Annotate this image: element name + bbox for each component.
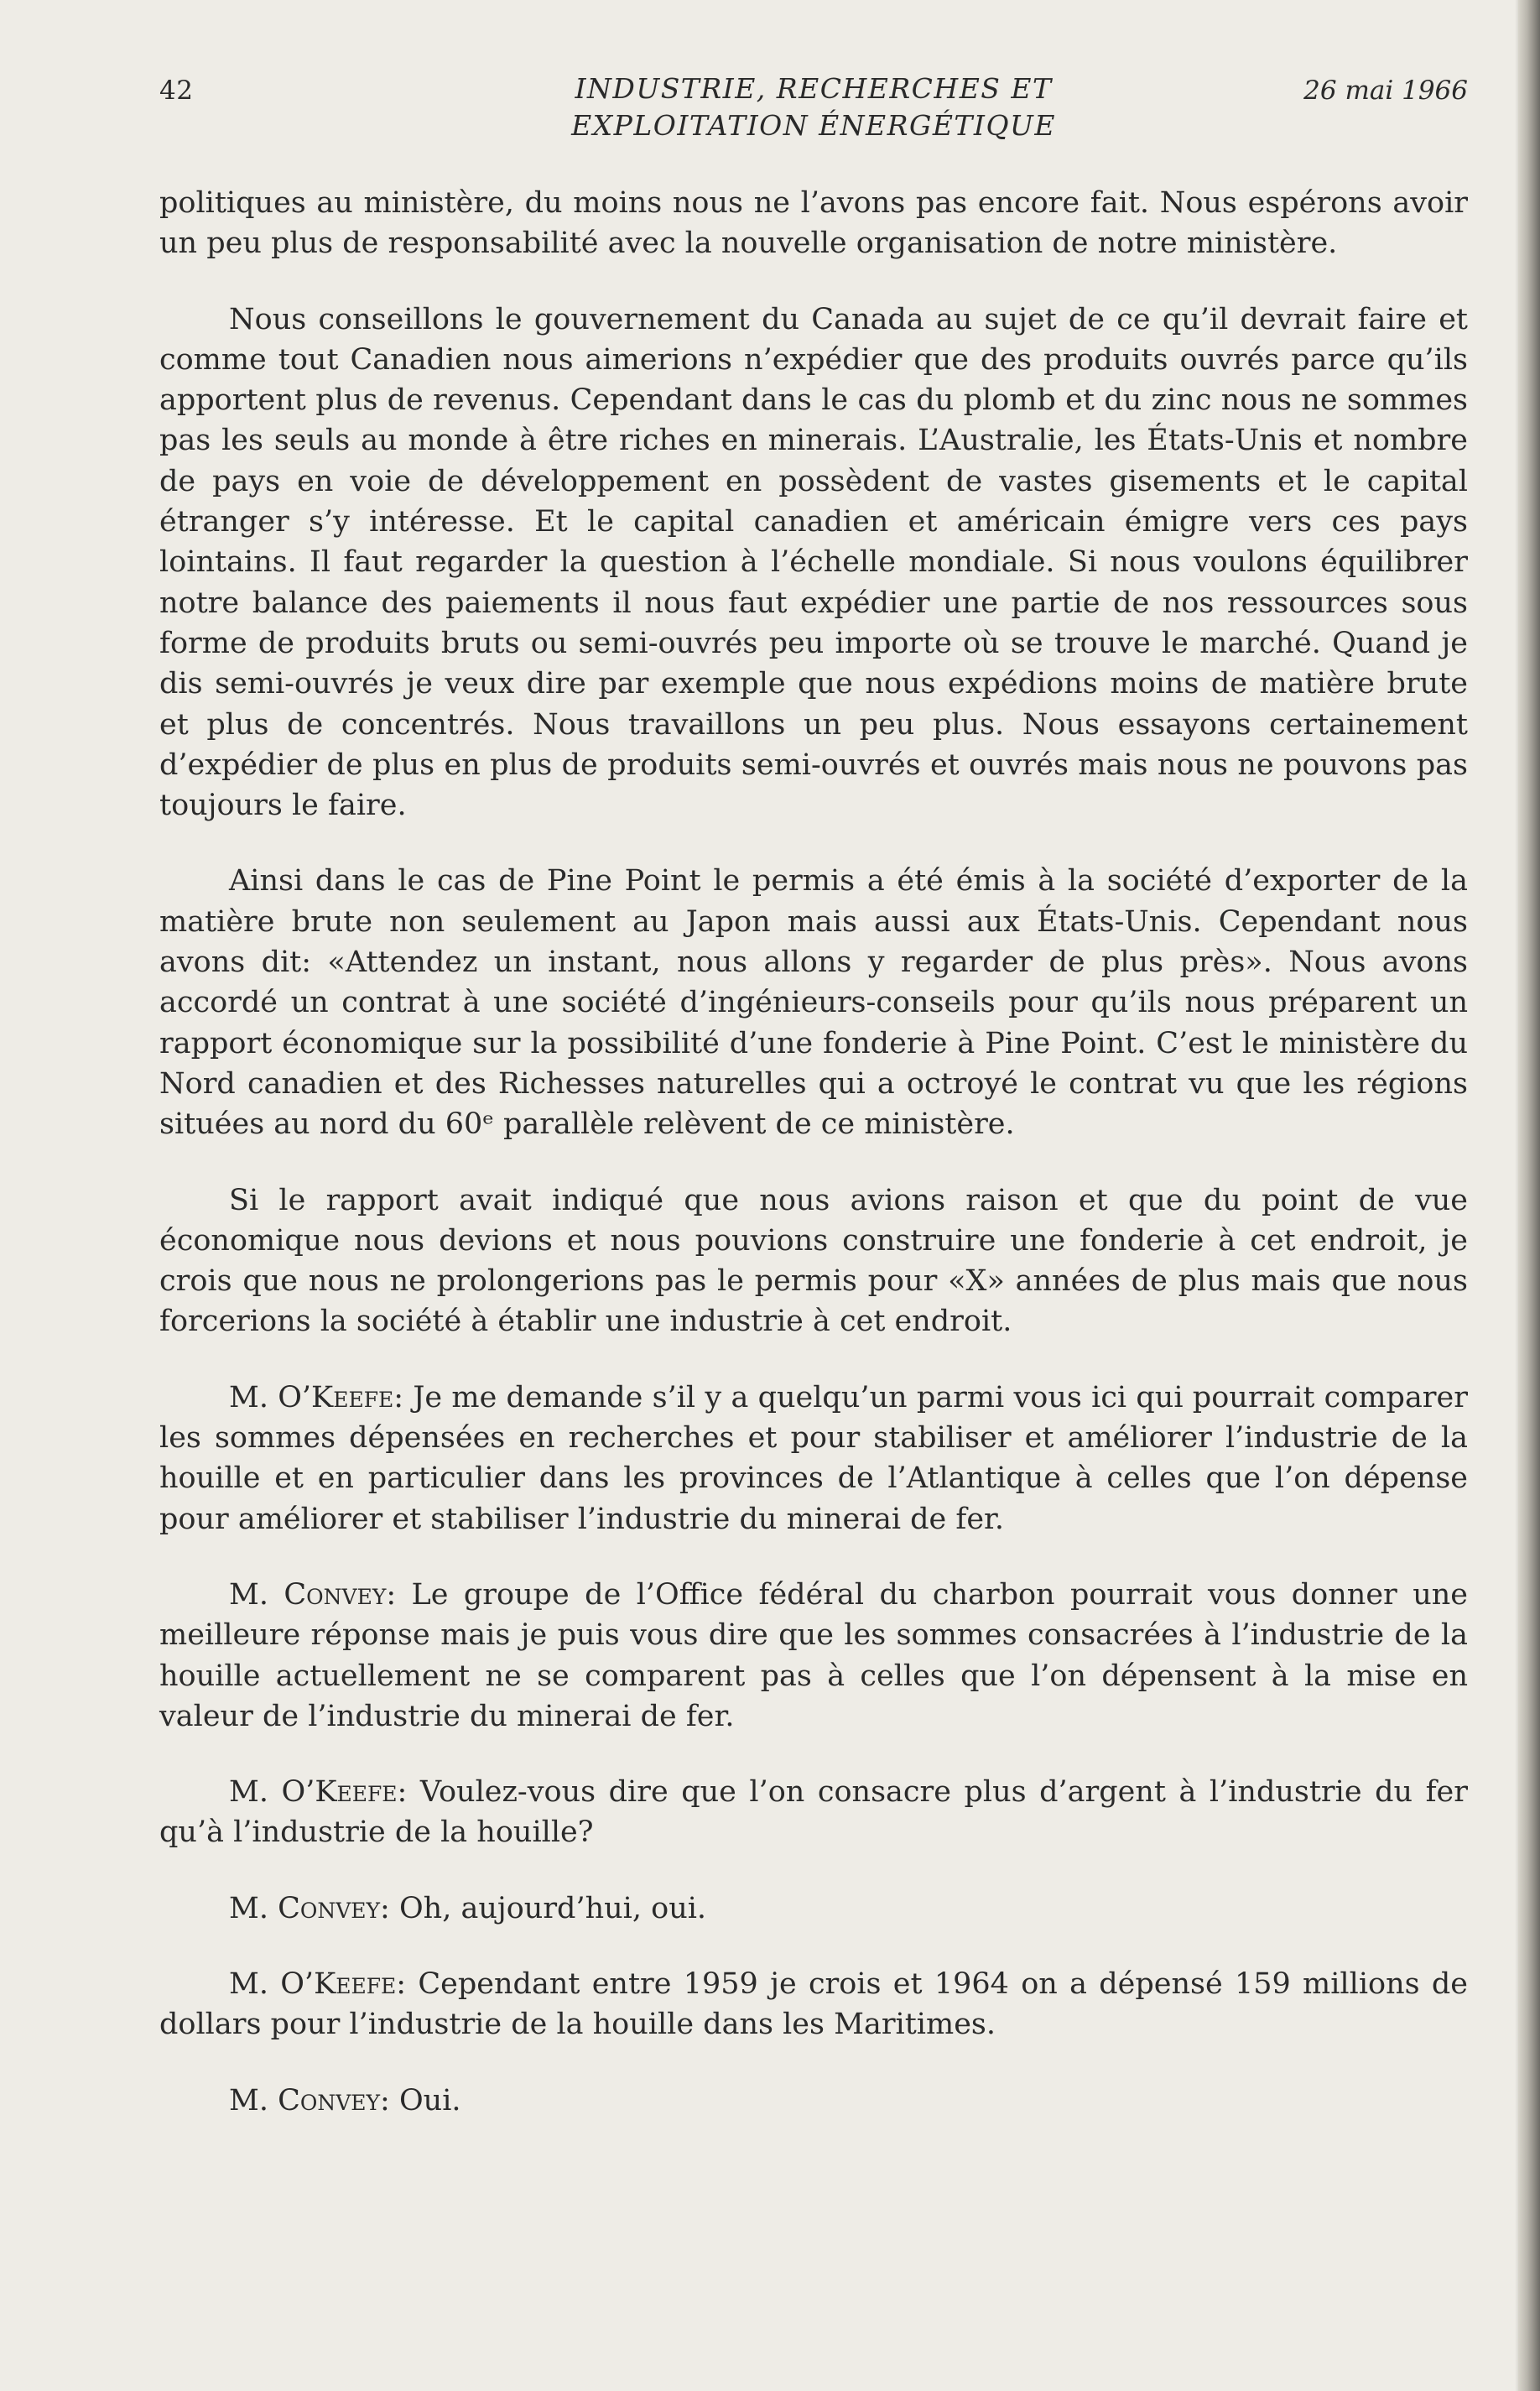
paragraph-text: Cependant entre 1959 je crois et 1964 on a dépensé 159 millions de dollars pour l’industrie de la houille dans les Maritimes. (159, 1966, 1468, 2042)
paragraph-text: Voulez-vous dire que l’on consacre plus d’argent à l’industrie du fer qu’à l’industrie de la houille? (159, 1775, 1468, 1850)
paragraph-text: Ainsi dans le cas de Pine Point le permis a été émis à la société d’exporter de la matière brute non seulement au Japon mais aussi aux États-Unis. Cependant nous avons dit: «Attendez un instant, nous allons y regarder de plus près». Nous avons accordé un contrat à une société d’ingénieurs-conseils pour qu’ils nous préparent un rapport économique sur la possibilité d’une fonderie à Pine Point. C’est le ministère du Nord canadien et des Richesses naturelles qui a octroyé le contrat vu que les régions situées au nord du 60ᵉ parallèle relèvent de ce ministère. (159, 864, 1468, 1142)
dialogue-paragraph (159, 2081, 1468, 2121)
body-text (159, 183, 1468, 2156)
page-date: 26 mai 1966 (1303, 76, 1468, 106)
paragraph-text: politiques au ministère, du moins nous ne l’avons pas encore fait. Nous espérons avoir un peu plus de responsabilité avec la nouvelle organisation de notre ministère. (159, 186, 1468, 261)
speaker-name: M. O’Keefe: (229, 1775, 408, 1810)
page-number: 42 (159, 76, 194, 106)
speaker-name: M. O’Keefe: (229, 1380, 404, 1414)
paragraph-text: Le groupe de l’Office fédéral du charbon pourrait vous donner une meilleure réponse mais je puis vous dire que les sommes consacrées à l’industrie de la houille actuellement ne se comparent pas à celles que l’on dépensent à la mise en valeur de l’industrie du minerai de fer. (159, 1577, 1468, 1733)
dialogue-paragraph (159, 1888, 1468, 1929)
paragraph-text: Oh, aujourd’hui, oui. (389, 1891, 707, 1925)
dialogue-paragraph (159, 1964, 1468, 2045)
paragraph-text: Oui. (389, 2083, 461, 2118)
paragraph (159, 1180, 1468, 1342)
paragraph-text: Si le rapport avait indiqué que nous avions raison et que du point de vue économique nous devions et nous pouvions construire une fonderie à cet endroit, je crois que nous ne prolongerions pas le permis pour «X» années de plus mais que nous forcerions la société à établir une industrie à cet endroit. (159, 1183, 1468, 1339)
paragraph-text: Nous conseillons le gouvernement du Canada au sujet de ce qu’il devrait faire et comme tout Canadien nous aimerions n’expédier que des produits ouvrés parce qu’ils apportent plus de revenus. Cependant dans le cas du plomb et du zinc nous ne sommes pas les seuls au monde à être riches en minerais. L’Australie, les États-Unis et nombre de pays en voie de développement en possèdent de vastes gisements et le capital étranger s’y intéresse. Et le capital canadien et américain émigre vers ces pays lointains. Il faut regarder la question à l’échelle mondiale. Si nous voulons équilibrer notre balance des paiements il nous faut expédier une partie de nos ressources sous forme de produits bruts ou semi-ouvrés peu importe où se trouve le marché. Quand je dis semi-ouvrés je veux dire par exemple que nous expédions moins de matière brute et plus de concentrés. Nous travaillons un peu plus. Nous essayons certainement d’expédier de plus en plus de produits semi-ouvrés et ouvrés mais nous ne pouvons pas toujours le faire. (159, 302, 1468, 823)
running-title-line-2: EXPLOITATION ÉNERGÉTIQUE (571, 109, 1056, 142)
dialogue-paragraph (159, 1378, 1468, 1539)
speaker-name: M. Convey: (229, 1891, 390, 1925)
paragraph (159, 861, 1468, 1144)
page-header (159, 70, 1468, 154)
paragraph-text: Je me demande s’il y a quelqu’un parmi vous ici qui pourrait comparer les sommes dépensées en recherches et pour stabiliser et améliorer l’industrie de la houille et en particulier dans les provinces de l’Atlantique à celles que l’on dépense pour améliorer et stabiliser l’industrie du minerai de fer. (159, 1380, 1468, 1536)
running-title (159, 70, 1468, 144)
running-title-line-1: INDUSTRIE, RECHERCHES ET (575, 72, 1053, 105)
speaker-name: M. Convey: (229, 2083, 390, 2118)
paragraph (159, 300, 1468, 826)
paragraph (159, 183, 1468, 264)
speaker-name: M. Convey: (229, 1577, 397, 1612)
speaker-name: M. O’Keefe: (229, 1966, 407, 2001)
dialogue-paragraph (159, 1575, 1468, 1737)
dialogue-paragraph (159, 1772, 1468, 1853)
page-edge (1518, 0, 1540, 2391)
